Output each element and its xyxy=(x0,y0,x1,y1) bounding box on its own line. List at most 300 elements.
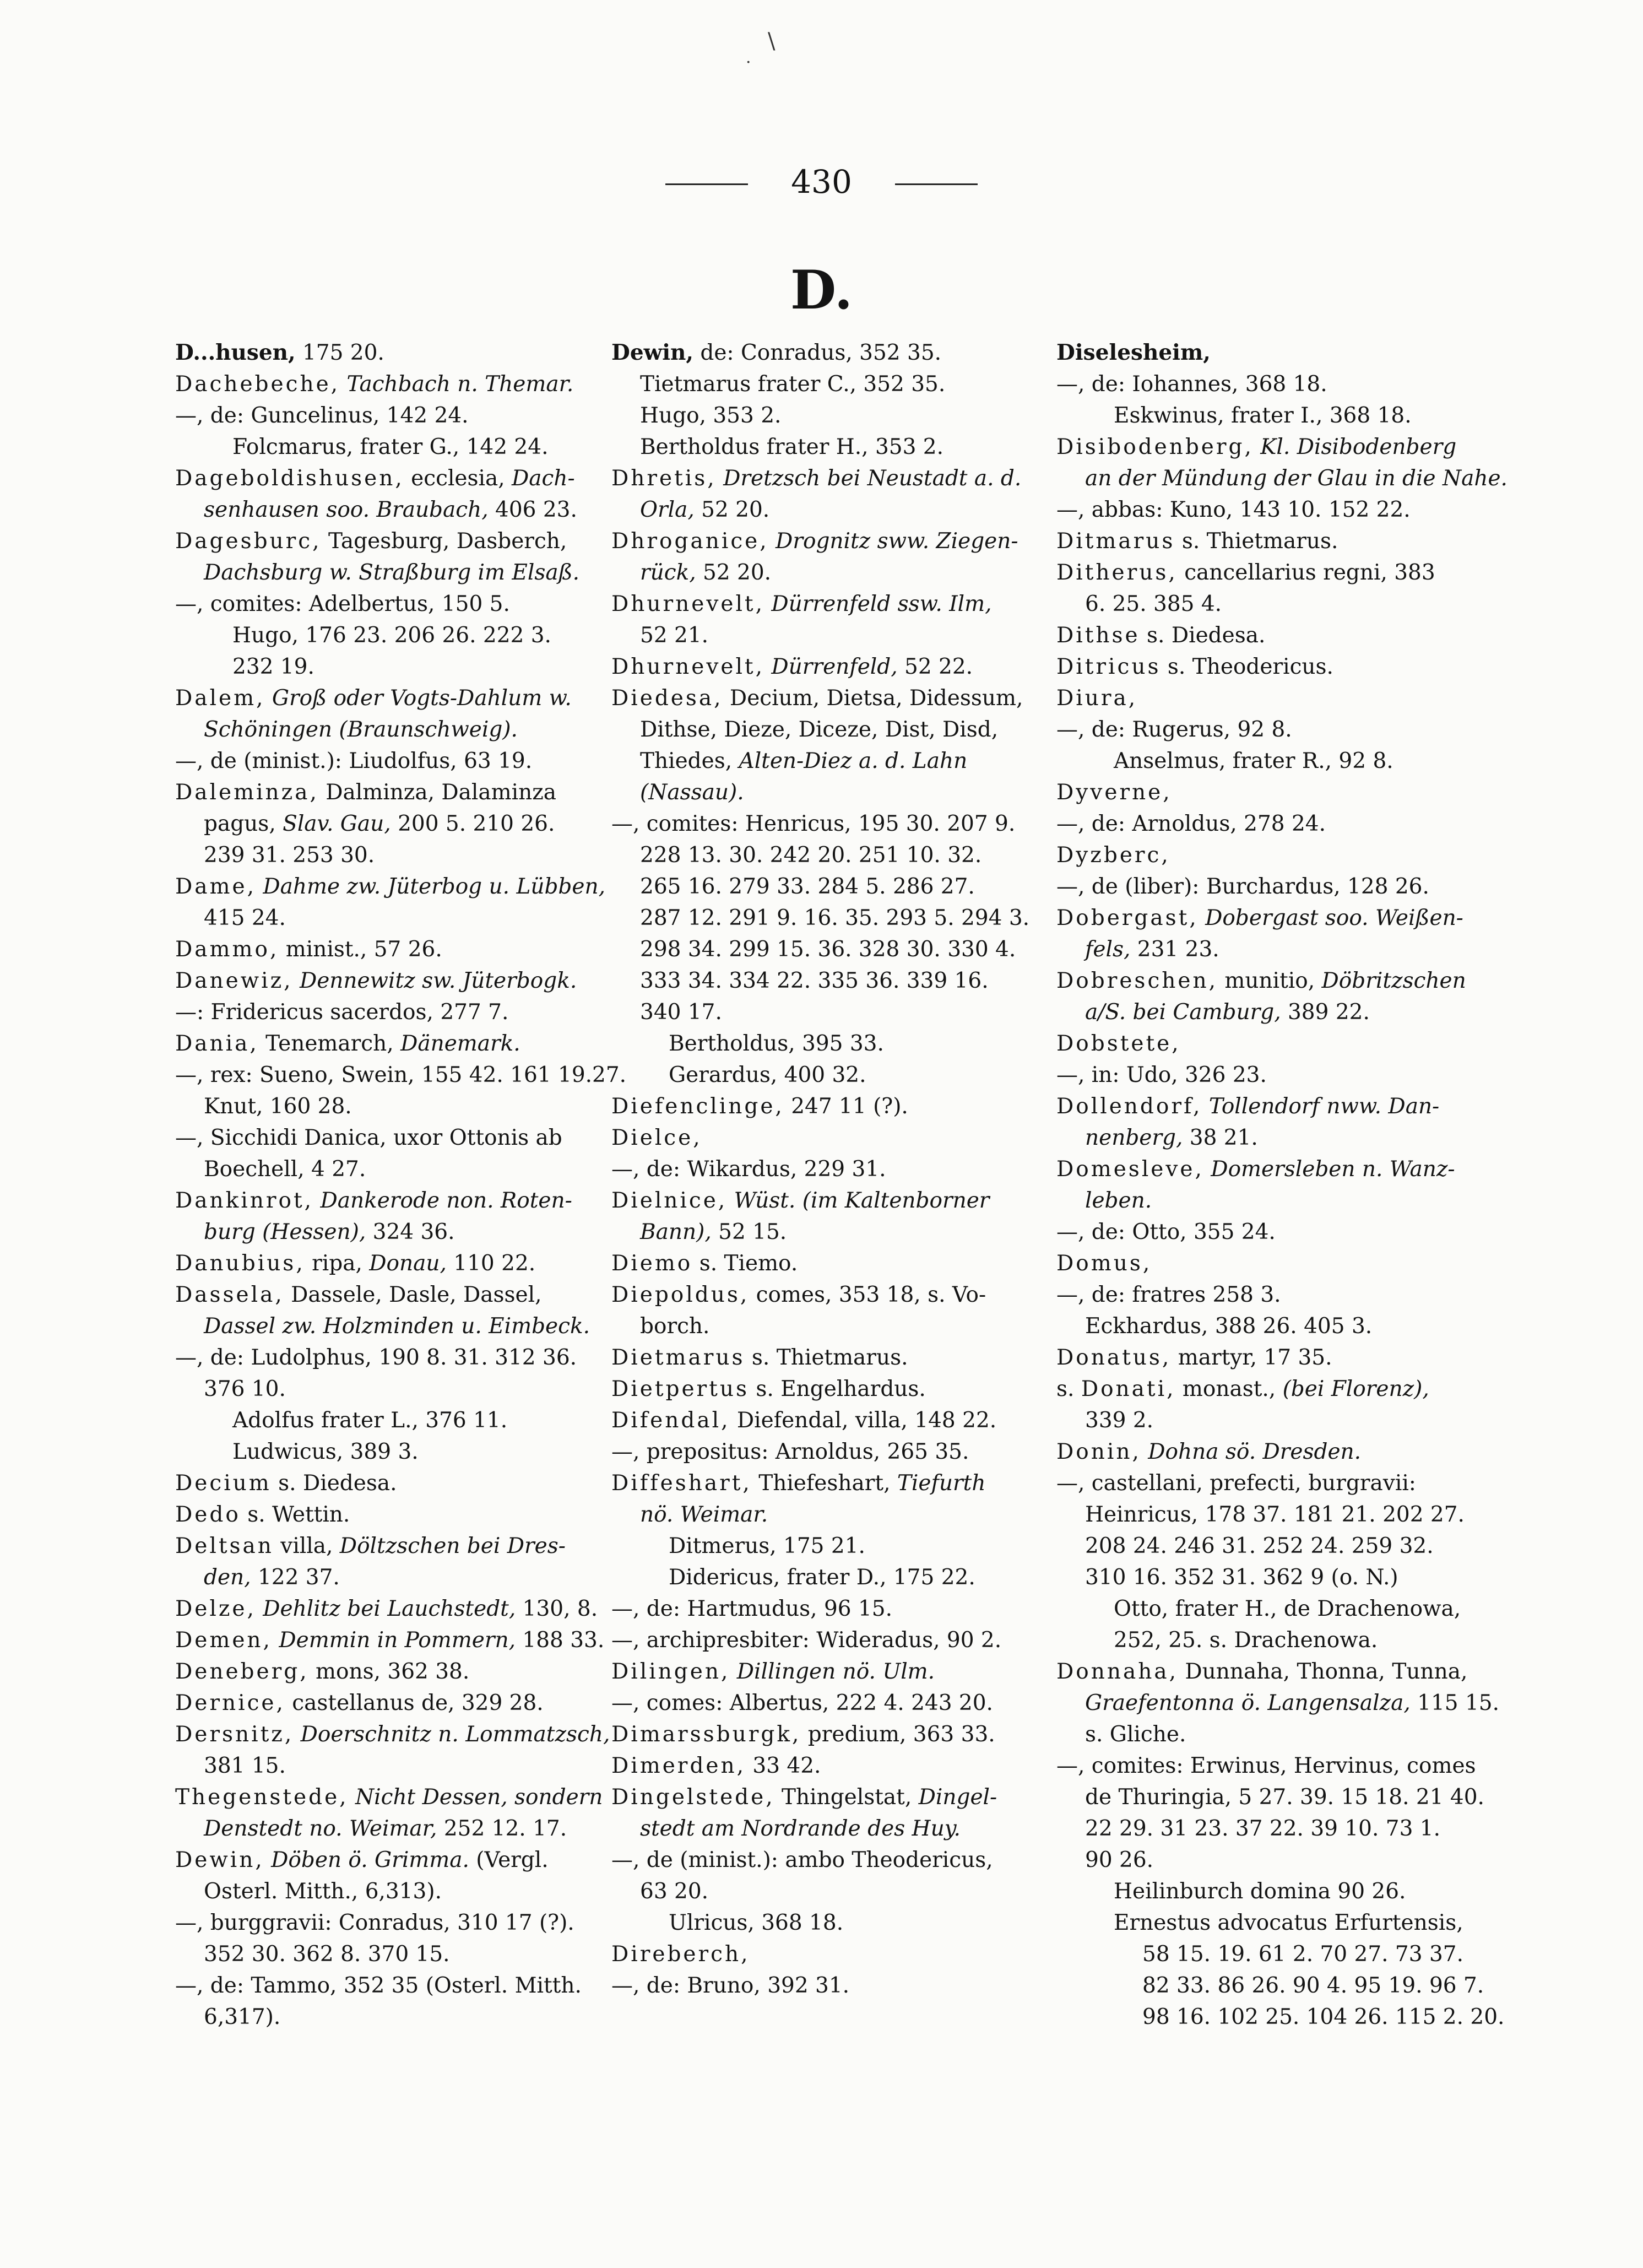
index-line xyxy=(175,494,621,526)
index-line xyxy=(611,1970,1058,2001)
index-text: 406 23. xyxy=(488,497,577,522)
index-text: s. Diedesa. xyxy=(1140,623,1266,648)
index-line xyxy=(611,1562,1058,1593)
index-text: 52 15. xyxy=(711,1220,787,1244)
index-text: Dingel- xyxy=(918,1785,997,1810)
index-line xyxy=(1056,1907,1503,1939)
index-text: Tollendorf nww. Dan- xyxy=(1208,1094,1440,1119)
index-line xyxy=(1056,431,1503,463)
index-text: —, de (minist.): Liudolfus, 63 19. xyxy=(175,749,533,773)
index-text: s. Thietmarus. xyxy=(1175,529,1338,554)
index-headword: Diefenclinge, xyxy=(611,1094,784,1119)
index-text: Bertholdus, 395 33. xyxy=(669,1031,884,1056)
index-text: —, de: Ludolphus, 190 8. 31. 312 36. xyxy=(175,1345,577,1370)
index-line xyxy=(611,714,1058,745)
index-text: (Nassau). xyxy=(640,780,744,805)
index-text: 6,317). xyxy=(204,2005,281,2029)
index-line xyxy=(175,651,621,683)
index-text: 98 16. 102 25. 104 26. 115 2. 20. xyxy=(1142,2005,1505,2029)
index-text: —, de: Hartmudus, 96 15. xyxy=(611,1596,892,1621)
index-text: —, comites: Erwinus, Hervinus, comes xyxy=(1056,1753,1476,1778)
index-text: 208 24. 246 31. 252 24. 259 32. xyxy=(1085,1534,1434,1558)
index-line xyxy=(1056,777,1503,808)
index-text xyxy=(294,1722,300,1747)
index-text: 287 12. 291 9. 16. 35. 293 5. 294 3. xyxy=(640,906,1030,930)
index-line xyxy=(175,1154,621,1185)
index-text: ecclesia, xyxy=(404,466,512,491)
index-headword: Dewin, xyxy=(175,1848,264,1872)
index-headword: Dachebeche, xyxy=(175,372,340,397)
index-line xyxy=(611,1405,1058,1436)
index-text: Eskwinus, frater I., 368 18. xyxy=(1114,403,1412,428)
index-headword: Donatus, xyxy=(1056,1345,1172,1370)
index-line xyxy=(175,714,621,745)
index-line xyxy=(611,745,1058,777)
index-text: 352 30. 362 8. 370 15. xyxy=(204,1942,450,1967)
index-line xyxy=(175,2001,621,2033)
index-headword: Dimerden, xyxy=(611,1753,746,1778)
index-line xyxy=(1056,1687,1503,1719)
index-text: munitio, xyxy=(1218,968,1322,993)
index-text: Didericus, frater D., 175 22. xyxy=(669,1565,975,1590)
index-headword: D...husen, xyxy=(175,340,296,365)
index-text: Wüst. (im Kaltenborner xyxy=(734,1188,990,1213)
index-text: —, de: Otto, 355 24. xyxy=(1056,1220,1276,1244)
index-headword: Dobergast, xyxy=(1056,906,1199,930)
index-text: Alten-Diez a. d. Lahn xyxy=(739,749,968,773)
index-line xyxy=(175,557,621,588)
index-line xyxy=(175,1750,621,1782)
index-headword: Donnaha, xyxy=(1056,1659,1179,1684)
index-line xyxy=(1056,400,1503,431)
index-text: 188 33. xyxy=(515,1628,605,1653)
index-line xyxy=(611,1876,1058,1907)
index-headword: Dernice, xyxy=(175,1691,285,1715)
index-line xyxy=(611,902,1058,934)
index-line xyxy=(175,1279,621,1311)
index-line xyxy=(175,871,621,902)
index-line xyxy=(1056,714,1503,745)
index-text: 231 23. xyxy=(1130,937,1219,962)
index-text xyxy=(293,968,300,993)
index-text: Heinricus, 178 37. 181 21. 202 27. xyxy=(1085,1502,1465,1527)
index-text: Adolfus frater L., 376 11. xyxy=(232,1408,508,1433)
index-text xyxy=(256,874,263,899)
index-text: Döbritzschen xyxy=(1321,968,1466,993)
index-text: 340 17. xyxy=(640,1000,722,1025)
index-text: Dassel zw. Holzminden u. Eimbeck. xyxy=(204,1314,590,1339)
index-line xyxy=(175,683,621,714)
index-line xyxy=(1056,808,1503,840)
index-headword: Dietpertus xyxy=(611,1377,749,1401)
index-headword: Dassela, xyxy=(175,1282,284,1307)
index-headword: Ditmarus xyxy=(1056,529,1175,554)
index-line xyxy=(175,1091,621,1122)
index-line xyxy=(175,1248,621,1279)
index-headword: Dielnice, xyxy=(611,1188,728,1213)
index-text: Dalminza, Dalaminza xyxy=(318,780,557,805)
index-line xyxy=(611,1185,1058,1216)
index-text: —, burggravii: Conradus, 310 17 (?). xyxy=(175,1910,574,1935)
index-line xyxy=(1056,1059,1503,1091)
index-line xyxy=(1056,745,1503,777)
index-text: —, comites: Henricus, 195 30. 207 9. xyxy=(611,811,1016,836)
index-text: Domersleben n. Wanz- xyxy=(1211,1157,1455,1182)
index-text: Donau, xyxy=(369,1251,447,1276)
index-headword: Direberch, xyxy=(611,1942,750,1967)
index-text: Demmin in Pommern, xyxy=(279,1628,516,1653)
index-headword: Danewiz, xyxy=(175,968,293,993)
index-line xyxy=(175,1939,621,1970)
index-line xyxy=(1056,1122,1503,1154)
index-headword: Difendal, xyxy=(611,1408,730,1433)
index-text: 324 36. xyxy=(366,1220,455,1244)
index-line xyxy=(611,1468,1058,1499)
index-text: Osterl. Mitth., 6,313). xyxy=(204,1879,442,1904)
index-line xyxy=(175,1562,621,1593)
index-line xyxy=(611,557,1058,588)
index-line xyxy=(611,1625,1058,1656)
index-line xyxy=(611,1593,1058,1625)
index-line xyxy=(611,840,1058,871)
index-headword: Decium xyxy=(175,1471,272,1496)
index-text: s. Gliche. xyxy=(1085,1722,1186,1747)
index-headword: Dame, xyxy=(175,874,256,899)
index-text: Ulricus, 368 18. xyxy=(669,1910,844,1935)
index-text: cancellarius regni, 383 xyxy=(1177,560,1435,585)
index-text: Anselmus, frater R., 92 8. xyxy=(1114,749,1393,773)
index-headword: Diffeshart, xyxy=(611,1471,752,1496)
index-text: 310 16. 352 31. 362 9 (o. N.) xyxy=(1085,1565,1398,1590)
index-text: 200 5. 210 26. xyxy=(391,811,555,836)
index-line xyxy=(175,1122,621,1154)
index-headword: Danubius, xyxy=(175,1251,305,1276)
index-text: —, de: fratres 258 3. xyxy=(1056,1282,1281,1307)
index-headword: Dhurnevelt, xyxy=(611,592,764,616)
index-headword: Diemo xyxy=(611,1251,693,1276)
index-text: —, Sicchidi Danica, uxor Ottonis ab xyxy=(175,1125,562,1150)
index-text: mons, 362 38. xyxy=(308,1659,470,1684)
index-line xyxy=(175,1499,621,1530)
index-text: Denstedt no. Weimar, xyxy=(204,1816,437,1841)
index-text: Hugo, 176 23. 206 26. 222 3. xyxy=(232,623,551,648)
index-line xyxy=(1056,494,1503,526)
index-headword: Dielce, xyxy=(611,1125,702,1150)
index-text: Hugo, 353 2. xyxy=(640,403,782,428)
index-headword: Dammo, xyxy=(175,937,279,962)
index-line xyxy=(1056,620,1503,651)
index-text: Doerschnitz n. Lommatzsch, xyxy=(300,1722,610,1747)
index-text: 298 34. 299 15. 36. 328 30. 330 4. xyxy=(640,937,1016,962)
index-line xyxy=(1056,2001,1503,2033)
index-line xyxy=(175,1844,621,1876)
index-line xyxy=(611,1154,1058,1185)
index-headword: Donin, xyxy=(1056,1439,1141,1464)
index-line xyxy=(1056,1373,1503,1405)
index-text: Kl. Disibodenberg xyxy=(1260,435,1457,459)
index-text xyxy=(769,529,776,554)
index-line xyxy=(611,1719,1058,1750)
index-headword: Dagesburc, xyxy=(175,529,322,554)
index-line xyxy=(1056,934,1503,965)
index-line xyxy=(1056,1530,1503,1562)
index-line xyxy=(611,1687,1058,1719)
index-text: Bann), xyxy=(640,1220,712,1244)
index-text: nö. Weimar. xyxy=(640,1502,768,1527)
index-text: Boechell, 4 27. xyxy=(204,1157,366,1182)
index-text: borch. xyxy=(640,1314,710,1339)
index-text: Ernestus advocatus Erfurtensis, xyxy=(1114,1910,1463,1935)
index-text: stedt am Nordrande des Huy. xyxy=(640,1816,961,1841)
index-line xyxy=(175,400,621,431)
index-text: —, rex: Sueno, Swein, 155 42. 161 19.27. xyxy=(175,1063,627,1087)
index-text: —, de: Guncelinus, 142 24. xyxy=(175,403,469,428)
index-text: —, de: Bruno, 392 31. xyxy=(611,1973,850,1998)
index-line xyxy=(611,651,1058,683)
index-headword: Dingelstede, xyxy=(611,1785,775,1810)
index-line xyxy=(1056,369,1503,400)
index-text: Ditmerus, 175 21. xyxy=(669,1534,865,1558)
index-headword: Dageboldishusen, xyxy=(175,466,404,491)
index-text: s. Engelhardus. xyxy=(749,1377,926,1401)
index-line xyxy=(1056,1436,1503,1468)
index-text: comes, 353 18, s. Vo- xyxy=(749,1282,986,1307)
index-line xyxy=(175,1876,621,1907)
index-line xyxy=(611,588,1058,620)
index-line xyxy=(1056,588,1503,620)
index-line xyxy=(611,337,1058,369)
index-line xyxy=(175,526,621,557)
index-headword: Thegenstede, xyxy=(175,1785,349,1810)
index-line xyxy=(611,965,1058,997)
index-text: (Vergl. xyxy=(469,1848,549,1872)
page-number: 430 xyxy=(791,163,852,201)
index-line xyxy=(1056,1405,1503,1436)
index-line xyxy=(175,1530,621,1562)
index-column-3 xyxy=(1056,337,1508,2033)
index-text: Tietmarus frater C., 352 35. xyxy=(640,372,946,397)
index-line xyxy=(1056,1719,1503,1750)
index-text: 52 20. xyxy=(696,560,772,585)
index-headword: Dedo xyxy=(175,1502,241,1527)
index-text: Dobergast soo. Weißen- xyxy=(1205,906,1463,930)
index-text: Thingelstat, xyxy=(774,1785,919,1810)
index-text: a/S. bei Camburg, xyxy=(1085,1000,1281,1025)
index-line xyxy=(175,997,621,1028)
index-text: Dahme zw. Jüterbog u. Lübben, xyxy=(263,874,605,899)
index-text xyxy=(272,1628,279,1653)
index-text: Dehlitz bei Lauchstedt, xyxy=(263,1596,516,1621)
index-line xyxy=(1056,1216,1503,1248)
index-line xyxy=(611,1656,1058,1687)
index-text: Dänemark. xyxy=(400,1031,520,1056)
index-text: Thiedes, xyxy=(640,749,739,773)
index-headword: Disibodenberg, xyxy=(1056,435,1254,459)
index-text: s. Thietmarus. xyxy=(745,1345,908,1370)
index-line xyxy=(175,1813,621,1844)
header-rule-left xyxy=(665,183,748,185)
index-text: —, de: Wikardus, 229 31. xyxy=(611,1157,886,1182)
index-line xyxy=(611,1373,1058,1405)
index-line xyxy=(175,620,621,651)
index-text: pagus, xyxy=(204,811,283,836)
index-line xyxy=(1056,1279,1503,1311)
index-headword: Dewin, xyxy=(611,340,693,365)
index-text: Tenemarch, xyxy=(258,1031,401,1056)
index-text: burg (Hessen), xyxy=(204,1220,366,1244)
index-text: senhausen soo. Braubach, xyxy=(204,497,489,522)
index-text: —, de: Arnoldus, 278 24. xyxy=(1056,811,1326,836)
index-text: Diefendal, villa, 148 22. xyxy=(730,1408,997,1433)
index-text: 33 42. xyxy=(746,1753,821,1778)
index-line xyxy=(175,1405,621,1436)
index-headword: Dilingen, xyxy=(611,1659,730,1684)
index-text: martyr, 17 35. xyxy=(1171,1345,1332,1370)
index-line xyxy=(1056,1499,1503,1530)
index-text: de Thuringia, 5 27. 39. 15 18. 21 40. xyxy=(1085,1785,1484,1810)
index-text xyxy=(256,1596,263,1621)
index-line xyxy=(611,431,1058,463)
index-line xyxy=(1056,1750,1503,1782)
index-text xyxy=(1254,435,1260,459)
index-line xyxy=(611,1436,1058,1468)
index-line xyxy=(1056,1939,1503,1970)
index-line xyxy=(1056,557,1503,588)
index-headword: Demen, xyxy=(175,1628,272,1653)
index-headword: Diselesheim, xyxy=(1056,340,1211,365)
index-text xyxy=(764,654,771,679)
index-line xyxy=(611,1844,1058,1876)
scan-speck: \ xyxy=(768,29,776,54)
index-column-1 xyxy=(175,337,627,2033)
index-line xyxy=(175,1342,621,1373)
index-line xyxy=(611,369,1058,400)
index-text: Otto, frater H., de Drachenowa, xyxy=(1114,1596,1461,1621)
index-headword: Dania, xyxy=(175,1031,259,1056)
index-text: 130, 8. xyxy=(516,1596,598,1621)
index-line xyxy=(1056,1593,1503,1625)
index-text: 252 12. 17. xyxy=(437,1816,567,1841)
index-text: Dennewitz sw. Jüterbogk. xyxy=(299,968,577,993)
index-line xyxy=(1056,1154,1503,1185)
index-text: 228 13. 30. 242 20. 251 10. 32. xyxy=(640,843,982,868)
index-text: 122 37. xyxy=(251,1565,340,1590)
index-text xyxy=(1141,1439,1148,1464)
index-headword: Dithse xyxy=(1056,623,1140,648)
index-text: 52 22. xyxy=(897,654,973,679)
index-text: —, comes: Albertus, 222 4. 243 20. xyxy=(611,1691,993,1715)
index-text: 175 20. xyxy=(295,340,384,365)
index-line xyxy=(1056,1185,1503,1216)
index-text: de: Conradus, 352 35. xyxy=(693,340,942,365)
index-text xyxy=(1204,1157,1211,1182)
index-line xyxy=(611,400,1058,431)
index-text: —, archipresbiter: Wideradus, 90 2. xyxy=(611,1628,1002,1653)
index-text: —, de: Rugerus, 92 8. xyxy=(1056,717,1292,742)
index-text: Dürrenfeld, xyxy=(771,654,898,679)
index-text xyxy=(340,372,346,397)
index-line xyxy=(1056,1876,1503,1907)
index-headword: Domus, xyxy=(1056,1251,1152,1276)
index-headword: Dyzberc, xyxy=(1056,843,1170,868)
index-text: 232 19. xyxy=(232,654,314,679)
index-text: Orla, xyxy=(640,497,695,522)
index-line xyxy=(1056,463,1508,494)
index-line xyxy=(611,1499,1058,1530)
index-text: 389 22. xyxy=(1281,1000,1370,1025)
index-text: —, in: Udo, 326 23. xyxy=(1056,1063,1267,1087)
index-line xyxy=(611,1122,1058,1154)
index-headword: Dollendorf, xyxy=(1056,1094,1202,1119)
index-line xyxy=(611,1248,1058,1279)
index-line xyxy=(1056,1028,1503,1059)
index-text xyxy=(349,1785,355,1810)
index-text: Eckhardus, 388 26. 405 3. xyxy=(1085,1314,1373,1339)
index-text xyxy=(1199,906,1205,930)
index-text xyxy=(265,686,272,711)
index-text: an der Mündung der Glau in die Nahe. xyxy=(1085,466,1508,491)
index-line xyxy=(175,1059,627,1091)
index-text: leben. xyxy=(1085,1188,1152,1213)
index-line xyxy=(1056,1656,1503,1687)
index-text: 82 33. 86 26. 90 4. 95 19. 96 7. xyxy=(1142,1973,1484,1998)
index-line xyxy=(611,1028,1058,1059)
index-line xyxy=(611,1091,1058,1122)
index-text: —, de (minist.): ambo Theodericus, xyxy=(611,1848,993,1872)
index-line xyxy=(1056,1248,1503,1279)
index-text: rück, xyxy=(640,560,696,585)
index-line xyxy=(611,494,1058,526)
index-line xyxy=(611,1813,1058,1844)
index-text: Tachbach n. Themar. xyxy=(346,372,574,397)
index-line xyxy=(1056,840,1503,871)
index-line xyxy=(1056,1091,1503,1122)
index-text: Bertholdus frater H., 353 2. xyxy=(640,435,943,459)
index-text: 90 26. xyxy=(1085,1848,1154,1872)
index-line xyxy=(611,1279,1058,1311)
index-line xyxy=(175,1311,621,1342)
index-line xyxy=(611,526,1058,557)
section-letter: D. xyxy=(790,259,853,321)
index-line xyxy=(611,1530,1058,1562)
index-line xyxy=(175,337,621,369)
index-text: 333 34. 334 22. 335 36. 339 16. xyxy=(640,968,989,993)
index-text: Drognitz sww. Ziegen- xyxy=(776,529,1018,554)
index-text: 115 15. xyxy=(1410,1691,1500,1715)
index-line xyxy=(175,1593,621,1625)
index-text: —, castellani, prefecti, burgravii: xyxy=(1056,1471,1416,1496)
index-text: 265 16. 279 33. 284 5. 286 27. xyxy=(640,874,975,899)
index-line xyxy=(175,1185,621,1216)
index-text: 22 29. 31 23. 37 22. 39 10. 73 1. xyxy=(1085,1816,1441,1841)
index-line xyxy=(611,1782,1058,1813)
index-text: Döltzschen bei Dres- xyxy=(339,1534,566,1558)
index-text: Thiefeshart, xyxy=(751,1471,897,1496)
index-line xyxy=(175,1373,621,1405)
header-rule-right xyxy=(895,183,978,185)
index-headword: Dhurnevelt, xyxy=(611,654,764,679)
index-text: den, xyxy=(204,1565,251,1590)
index-text: 239 31. 253 30. xyxy=(204,843,375,868)
index-text: —, abbas: Kuno, 143 10. 152 22. xyxy=(1056,497,1411,522)
index-text xyxy=(264,1848,271,1872)
index-headword: Domesleve, xyxy=(1056,1157,1204,1182)
index-text: —: Fridericus sacerdos, 277 7. xyxy=(175,1000,509,1025)
index-text: —, prepositus: Arnoldus, 265 35. xyxy=(611,1439,969,1464)
index-line xyxy=(175,463,621,494)
index-text: Dachsburg w. Straßburg im Elsaß. xyxy=(204,560,580,585)
index-text: ripa, xyxy=(305,1251,370,1276)
